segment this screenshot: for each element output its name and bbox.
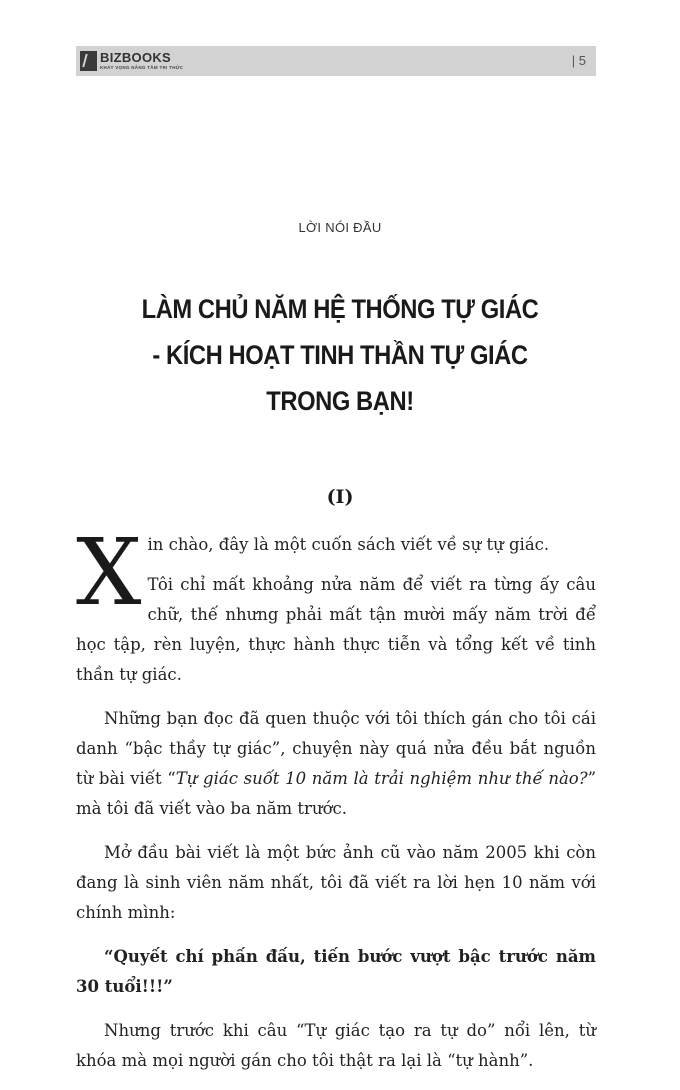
paragraph <box>76 530 596 560</box>
title-line: LÀM CHỦ NĂM HỆ THỐNG TỰ GIÁC <box>141 294 539 324</box>
title-line: TRONG BẠN! <box>266 386 414 416</box>
paragraph: Mở đầu bài viết là một bức ảnh cũ vào năm 2005 khi còn đang là sinh viên năm nhất, tôi đã viết ra lời hẹn 10 năm với chính mình: <box>76 843 596 922</box>
part-number: (I) <box>326 486 354 508</box>
paragraph: Nhưng trước khi câu “Tự giác tạo ra tự do” nổi lên, từ khóa mà mọi người gán cho tôi thật ra lại là “tự hành”. <box>76 1021 596 1070</box>
paragraph: Tôi chỉ mất khoảng nửa năm để viết ra từng ấy câu chữ, thế nhưng phải mất tận mười mấy năm trời để học tập, rèn luyện, thực hành thực tiễn và tổng kết về tinh thần tự giác. <box>76 575 596 684</box>
quote: “Quyết chí phấn đấu, tiến bước vượt bậc trước năm 30 tuổi!!!” <box>76 947 596 996</box>
page-number: | 5 <box>571 53 586 68</box>
brand-name: BIZBOOKS <box>100 50 172 65</box>
chapter-title <box>0 286 680 424</box>
drop-cap: X <box>76 519 142 626</box>
brand-tagline: KHÁT VỌNG NÂNG TẦM TRI THỨC <box>100 65 184 70</box>
page-header <box>76 46 596 76</box>
bizbooks-logo-icon <box>80 51 97 71</box>
article-title: Tự giác suốt 10 năm là trải nghiệm như thế nào? <box>175 769 588 788</box>
paragraph <box>76 704 596 824</box>
title-line: - KÍCH HOẠT TINH THẦN TỰ GIÁC <box>152 340 528 370</box>
paragraph-text: Những bạn đọc đã quen thuộc với tôi thích gán cho tôi cái danh “bậc thầy tự giác”, chuyện này quá nửa đều bắt nguồn từ bài viết “ <box>76 709 596 788</box>
paragraph-text: in chào, đây là một cuốn sách viết về sự tự giác. <box>147 535 550 554</box>
paragraph-text: ” mà tôi đã viết vào ba năm trước. <box>76 769 597 818</box>
section-label: LỜI NÓI ĐẦU <box>298 220 382 235</box>
body-text <box>76 519 597 1090</box>
opening-block <box>76 519 596 690</box>
